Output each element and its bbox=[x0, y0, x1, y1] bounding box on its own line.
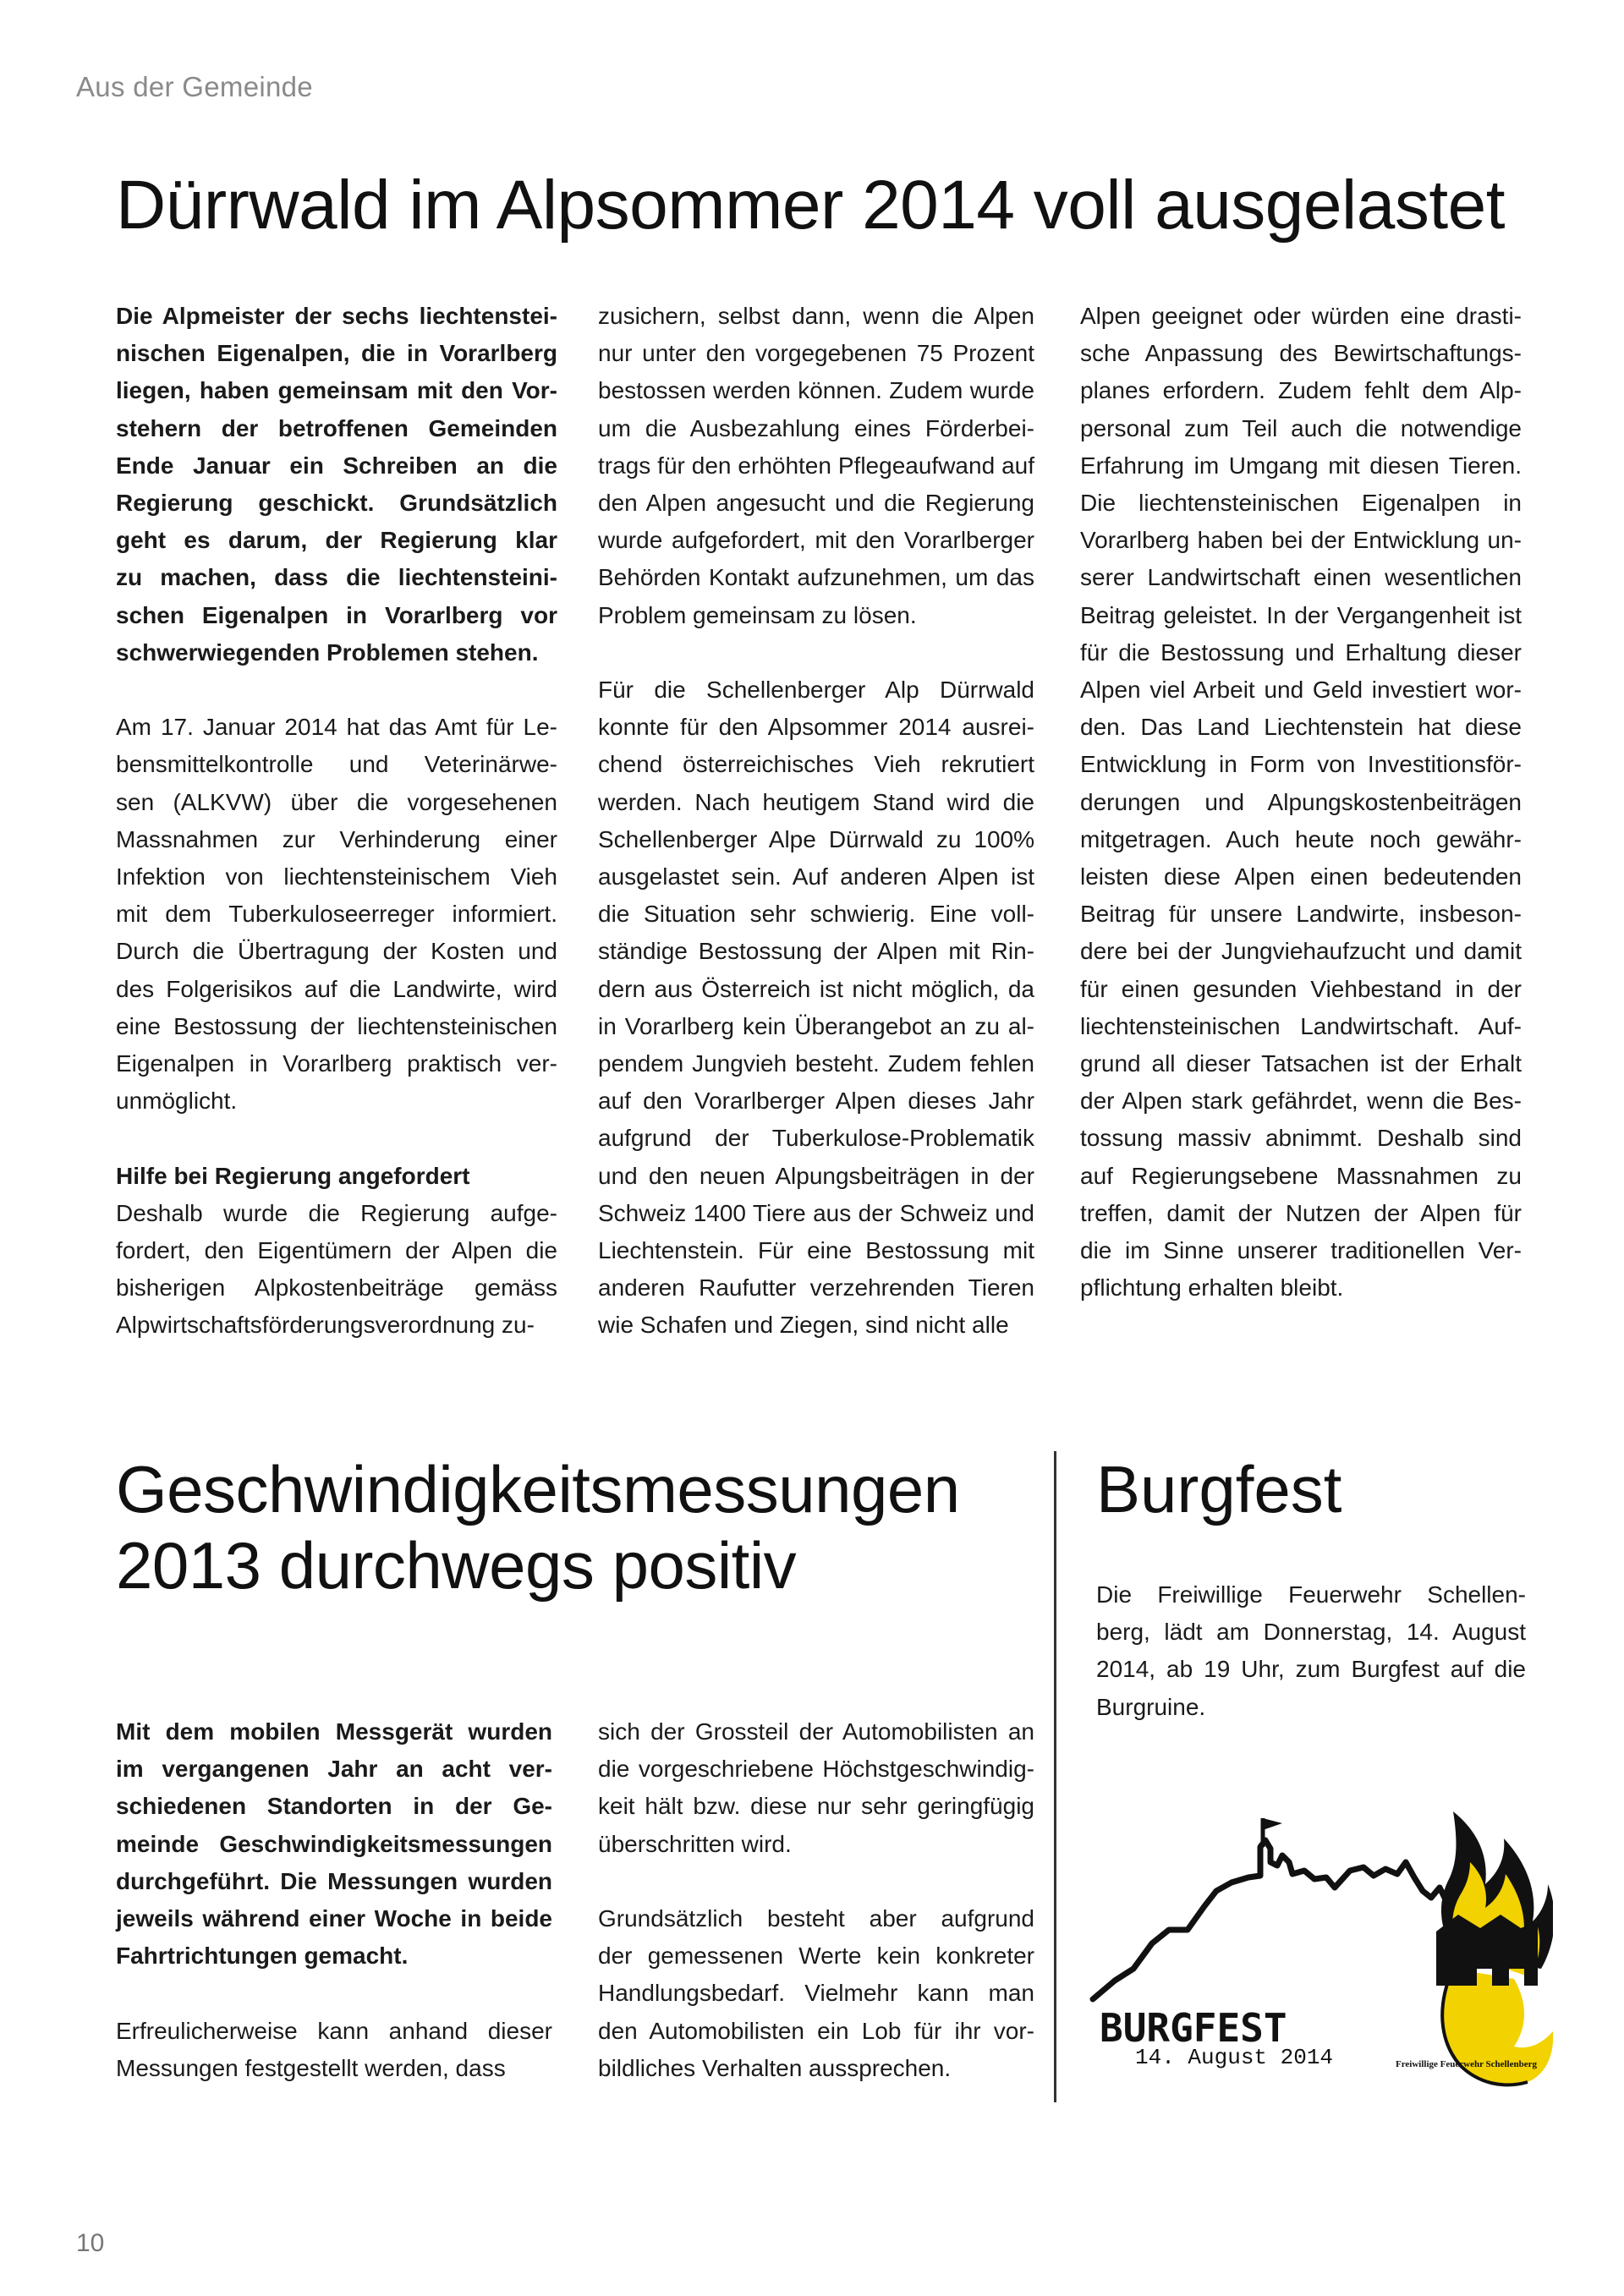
text-line: Beitrag geleistet. In der Vergangenheit ist bbox=[1080, 601, 1522, 628]
text-line: nur unter den vorgegebenen 75 Prozent bbox=[598, 340, 1034, 367]
text-line: schen Eigenalpen in Vorarlberg vor bbox=[116, 601, 557, 628]
article2-column-1 bbox=[116, 1713, 552, 2087]
text-line: für einen gesunden Viehbestand in der bbox=[1080, 975, 1522, 1002]
text-line: Deshalb wurde die Regierung aufge- bbox=[116, 1199, 557, 1226]
text-line: Massnahmen zur Verhinderung einer bbox=[116, 825, 557, 852]
text-line: dern aus Österreich ist nicht möglich, da bbox=[598, 975, 1034, 1002]
text-line: stehern der betroffenen Gemeinden bbox=[116, 414, 557, 441]
text-line: Messungen festgestellt werden, dass bbox=[116, 2054, 506, 2081]
text-line: bisherigen Alpkostenbeiträge gemäss bbox=[116, 1274, 557, 1301]
text-line: derungen und Alpungskostenbeiträgen bbox=[1080, 788, 1522, 815]
text-line: Problem gemeinsam zu lösen. bbox=[598, 601, 917, 628]
text-line: Schellenberger Alpe Dürrwald zu 100% bbox=[598, 825, 1034, 852]
text-line: Die liechtensteinischen Eigenalpen in bbox=[1080, 490, 1522, 517]
logo-date: 14. August 2014 bbox=[1135, 2045, 1334, 2070]
text-line: 2014, ab 19 Uhr, zum Burgfest auf die bbox=[1096, 1656, 1526, 1683]
text-line: in Vorarlberg kein Überangebot an zu al- bbox=[598, 1012, 1034, 1039]
text-line: sich der Grossteil der Automobilisten an bbox=[598, 1718, 1034, 1745]
text-line: bildliches Verhalten aussprechen. bbox=[598, 2054, 952, 2081]
text-line: tossung massiv abnimmt. Deshalb sind bbox=[1080, 1125, 1522, 1152]
text-line: grund all dieser Tatsachen ist der Erhalt bbox=[1080, 1050, 1522, 1077]
text-line: Burgruine. bbox=[1096, 1693, 1206, 1720]
logo-org: Freiwillige Feuerwehr Schellenberg bbox=[1396, 2059, 1537, 2069]
text-line: den Alpen angesucht und die Regierung bbox=[598, 490, 1034, 517]
text-line: trags für den erhöhten Pflegeaufwand auf bbox=[598, 452, 1034, 479]
article1-col2-paragraph-2 bbox=[598, 671, 1034, 1345]
article-title-burgfest: Burgfest bbox=[1096, 1452, 1342, 1526]
text-line: durchgeführt. Die Messungen wurden bbox=[116, 1867, 552, 1894]
text-line: liechtensteinischen Landwirtschaft. Auf- bbox=[1080, 1012, 1522, 1039]
text-line: mit dem Tuberkuloseerreger informiert. bbox=[116, 901, 557, 928]
text-line: Mit dem mobilen Messgerät wurden bbox=[116, 1718, 552, 1745]
text-line: liegen, haben gemeinsam mit den Vor- bbox=[116, 377, 557, 404]
article2-title-line-2: 2013 durchwegs positiv bbox=[116, 1528, 797, 1603]
text-line: sen (ALKVW) über die vorgesehenen bbox=[116, 788, 557, 815]
text-line: leisten diese Alpen einen bedeutenden bbox=[1080, 863, 1522, 890]
text-line: berg, lädt am Donnerstag, 14. August bbox=[1096, 1619, 1526, 1646]
text-line: und den neuen Alpungsbeiträgen in der bbox=[598, 1162, 1034, 1189]
text-line: Entwicklung in Form von Investitionsför- bbox=[1080, 751, 1522, 778]
text-line: den Automobilisten ein Lob für ihr vor- bbox=[598, 2017, 1034, 2044]
burgfest-logo bbox=[1081, 1803, 1553, 2095]
section-label: Aus der Gemeinde bbox=[76, 71, 313, 102]
text-line: geht es darum, der Regierung klar bbox=[116, 527, 557, 554]
text-line: Liechtenstein. Für eine Bestossung mit bbox=[598, 1237, 1034, 1264]
text-line: Die Alpmeister der sechs liechtenstei- bbox=[116, 303, 557, 329]
text-line: treffen, damit der Nutzen der Alpen für bbox=[1080, 1199, 1522, 1226]
text-line: wie Schafen und Ziegen, sind nicht alle bbox=[598, 1312, 1009, 1339]
article1-lead bbox=[116, 298, 557, 671]
text-line: den. Das Land Liechtenstein hat diese bbox=[1080, 714, 1522, 741]
text-line: dere bei der Jungviehaufzucht und damit bbox=[1080, 938, 1522, 965]
article1-body-2 bbox=[116, 1195, 557, 1345]
column-divider bbox=[1054, 1451, 1056, 2102]
text-line: aufgrund der Tuberkulose-Problematik bbox=[598, 1125, 1034, 1152]
text-line: personal zum Teil auch die notwendige bbox=[1080, 414, 1522, 441]
castle-ruin-outline bbox=[1093, 1840, 1445, 1999]
article-title-geschwindigkeit bbox=[116, 1451, 960, 1603]
text-line: keit hält bzw. diese nur sehr geringfügig bbox=[598, 1793, 1034, 1820]
text-line: des Folgerisikos auf die Landwirte, wird bbox=[116, 975, 557, 1002]
text-line: unmöglicht. bbox=[116, 1088, 238, 1115]
text-line: Für die Schellenberger Alp Dürrwald bbox=[598, 677, 1034, 704]
text-line: schwerwiegenden Problemen stehen. bbox=[116, 638, 539, 666]
article2-col2-paragraph-2 bbox=[598, 1900, 1034, 2087]
article2-title-line-1: Geschwindigkeitsmessungen bbox=[116, 1452, 960, 1526]
text-line: Erfreulicherweise kann anhand dieser bbox=[116, 2017, 552, 2044]
text-line: Ende Januar ein Schreiben an die bbox=[116, 452, 557, 479]
text-line: die im Sinne unserer traditionellen Ver- bbox=[1080, 1237, 1522, 1264]
text-line: Fahrtrichtungen gemacht. bbox=[116, 1943, 409, 1970]
text-line: Infektion von liechtensteinischem Vieh bbox=[116, 863, 557, 890]
article1-column-3 bbox=[1080, 298, 1522, 1307]
text-line: auf Regierungsebene Massnahmen zu bbox=[1080, 1162, 1522, 1189]
text-line: Regierung geschickt. Grundsätzlich bbox=[116, 490, 557, 517]
article1-col2-paragraph-1 bbox=[598, 298, 1034, 634]
text-line: sche Anpassung des Bewirtschaftungs- bbox=[1080, 340, 1522, 367]
text-line: Am 17. Januar 2014 hat das Amt für Le- bbox=[116, 714, 557, 741]
text-line: die Situation sehr schwierig. Eine voll- bbox=[598, 901, 1034, 928]
article2-body bbox=[116, 2013, 552, 2087]
article1-column-2 bbox=[598, 298, 1034, 1345]
text-line: werden. Nach heutigem Stand wird die bbox=[598, 788, 1034, 815]
text-line: mitgetragen. Auch heute noch gewähr- bbox=[1080, 825, 1522, 852]
text-line: für die Bestossung und Erhaltung dieser bbox=[1080, 638, 1522, 666]
logo-title: BURGFEST bbox=[1100, 2005, 1287, 2051]
text-line: Durch die Übertragung der Kosten und bbox=[116, 938, 557, 965]
fire-emblem bbox=[1436, 1811, 1553, 2085]
text-line: der gemessenen Werte kein konkreter bbox=[598, 1943, 1034, 1970]
text-line: pendem Jungvieh besteht. Zudem fehlen bbox=[598, 1050, 1034, 1077]
article1-column-1 bbox=[116, 298, 557, 1345]
text-line: Alpen geeignet oder würden eine drasti- bbox=[1080, 303, 1522, 329]
text-line: wurde aufgefordert, mit den Vorarlberger bbox=[598, 527, 1034, 554]
text-line: Schweiz 1400 Tiere aus der Schweiz und bbox=[598, 1199, 1034, 1226]
article3-paragraph bbox=[1096, 1576, 1526, 1726]
text-line: um die Ausbezahlung eines Förderbei- bbox=[598, 414, 1034, 441]
text-line: nischen Eigenalpen, die in Vorarlberg bbox=[116, 340, 557, 367]
text-line: Behörden Kontakt aufzunehmen, um das bbox=[598, 564, 1034, 591]
text-line: Eigenalpen in Vorarlberg praktisch ver- bbox=[116, 1050, 557, 1077]
text-line: zusichern, selbst dann, wenn die Alpen bbox=[598, 303, 1034, 329]
article2-column-2 bbox=[598, 1713, 1034, 2087]
text-line: bensmittelkontrolle und Veterinärwe- bbox=[116, 751, 557, 778]
text-line: serer Landwirtschaft einen wesentlichen bbox=[1080, 564, 1522, 591]
text-line: Alpen viel Arbeit und Geld investiert wor- bbox=[1080, 677, 1522, 704]
text-line: chend österreichisches Vieh rekrutiert bbox=[598, 751, 1034, 778]
article-title-alpsommer: Dürrwald im Alpsommer 2014 voll ausgelastet bbox=[116, 167, 1506, 244]
text-line: planes erfordern. Zudem fehlt dem Alp- bbox=[1080, 377, 1522, 404]
text-line: zu machen, dass die liechtensteini- bbox=[116, 564, 557, 591]
page-number: 10 bbox=[76, 2229, 105, 2257]
text-line: meinde Geschwindigkeitsmessungen bbox=[116, 1830, 552, 1857]
article2-lead bbox=[116, 1713, 552, 1975]
text-line: Beitrag für unsere Landwirte, insbeson- bbox=[1080, 901, 1522, 928]
text-line: schiedenen Standorten in der Ge- bbox=[116, 1793, 552, 1820]
text-line: ständige Bestossung der Alpen mit Rin- bbox=[598, 938, 1034, 965]
text-line: pflichtung erhalten bleibt. bbox=[1080, 1274, 1344, 1301]
text-line: Alpwirtschaftsförderungsverordnung zu- bbox=[116, 1312, 535, 1339]
burgfest-logo-graphic bbox=[1081, 1803, 1553, 2095]
article2-col2-paragraph-1 bbox=[598, 1713, 1034, 1863]
text-line: konnte für den Alpsommer 2014 ausrei- bbox=[598, 714, 1034, 741]
article1-body bbox=[116, 709, 557, 1120]
text-line: Handlungsbedarf. Vielmehr kann man bbox=[598, 1980, 1034, 2007]
text-line: jeweils während einer Woche in beide bbox=[116, 1905, 552, 1932]
text-line: die vorgeschriebene Höchstgeschwindig- bbox=[598, 1756, 1034, 1783]
text-line: auf den Vorarlberger Alpen dieses Jahr bbox=[598, 1088, 1034, 1115]
article3-body bbox=[1096, 1576, 1526, 1726]
article1-subhead: Hilfe bei Regierung angefordert bbox=[116, 1162, 470, 1189]
text-line: anderen Raufutter verzehrenden Tieren bbox=[598, 1274, 1034, 1301]
text-line: Erfahrung im Umgang mit diesen Tieren. bbox=[1080, 452, 1522, 479]
text-line: Grundsätzlich besteht aber aufgrund bbox=[598, 1905, 1034, 1932]
text-line: bestossen werden können. Zudem wurde bbox=[598, 377, 1034, 404]
text-line: der Alpen stark gefährdet, wenn die Bes- bbox=[1080, 1088, 1522, 1115]
text-line: Vorarlberg haben bei der Entwicklung un- bbox=[1080, 527, 1522, 554]
text-line: im vergangenen Jahr an acht ver- bbox=[116, 1756, 552, 1783]
text-line: eine Bestossung der liechtensteinischen bbox=[116, 1012, 557, 1039]
article1-col3-paragraph bbox=[1080, 298, 1522, 1307]
text-line: überschritten wird. bbox=[598, 1830, 792, 1857]
text-line: Die Freiwillige Feuerwehr Schellen- bbox=[1096, 1581, 1526, 1608]
flag bbox=[1263, 1818, 1282, 1830]
text-line: fordert, den Eigentümern der Alpen die bbox=[116, 1237, 557, 1264]
text-line: ausgelastet sein. Auf anderen Alpen ist bbox=[598, 863, 1034, 890]
